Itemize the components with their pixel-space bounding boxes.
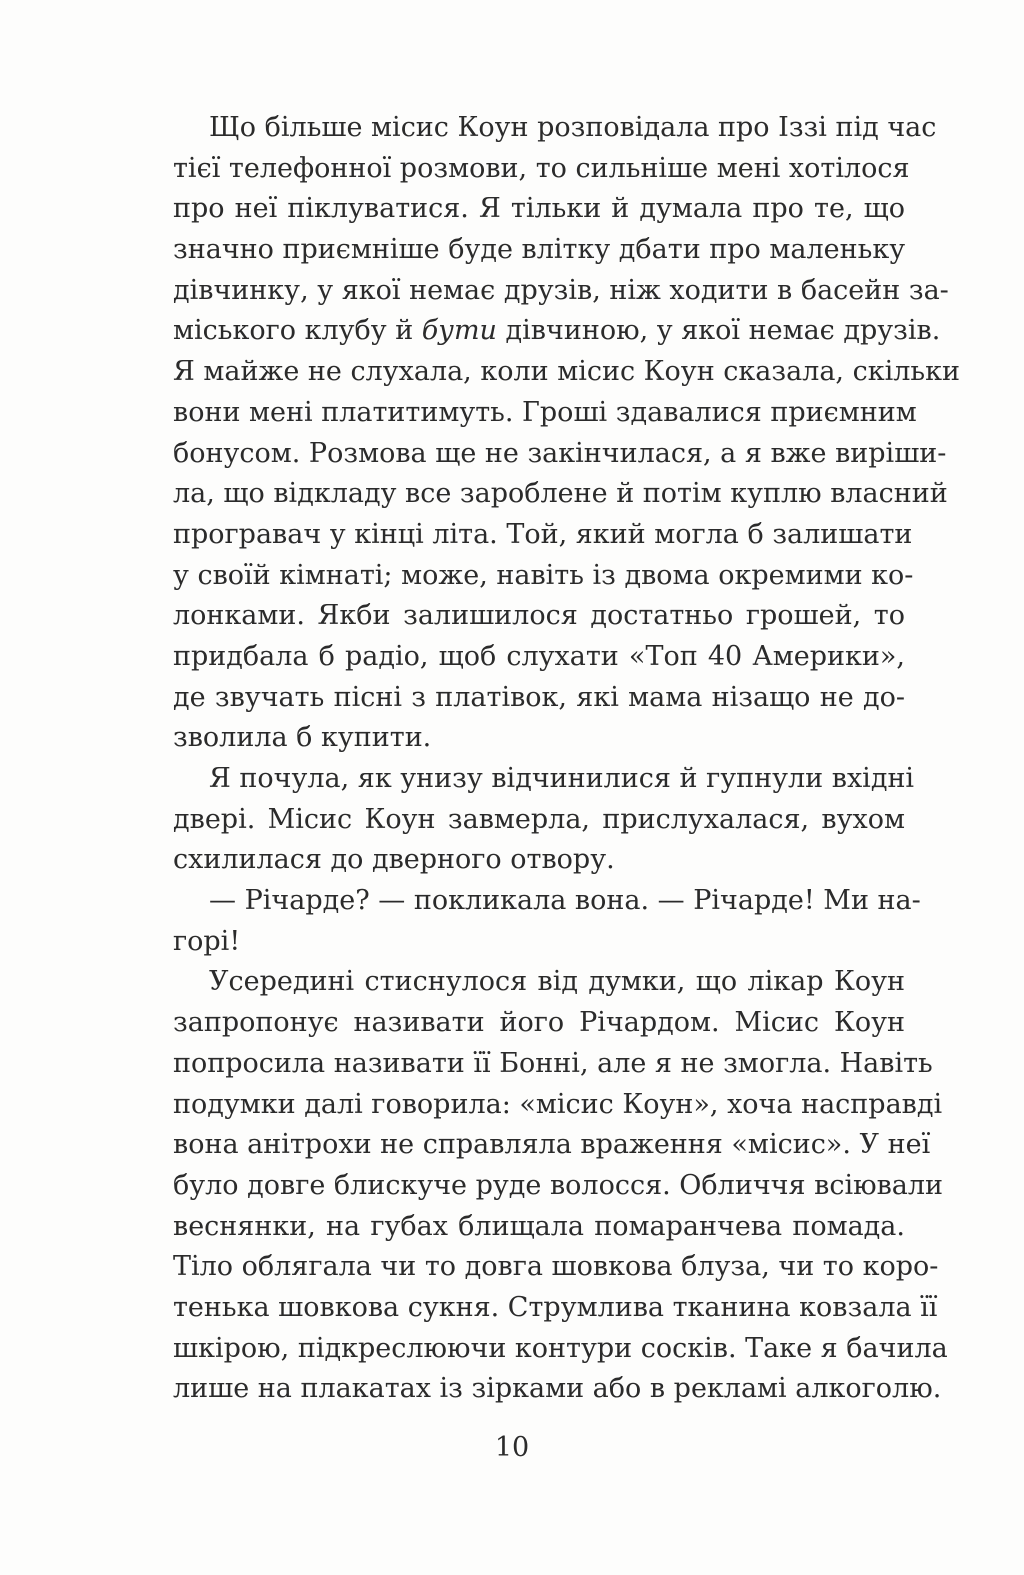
- text-line: вони мені платитимуть. Гроші здавалися приємним: [173, 396, 917, 428]
- text-line: тенька шовкова сукня. Струмлива тканина ковзала її: [173, 1291, 938, 1323]
- text-line: запропонує називати його Річардом. Місис Коун: [173, 1007, 905, 1039]
- text-line: бонусом. Розмова ще не закінчилася, а я вже виріши-: [173, 437, 947, 469]
- text-line: було довге блискуче руде волосся. Обличчя всіювали: [173, 1169, 944, 1201]
- text-line: шкірою, підкреслюючи контури сосків. Таке я бачила: [173, 1332, 948, 1364]
- text-line: Усередині стиснулося від думки, що лікар Коун: [209, 966, 905, 998]
- text-line: зволила б купити.: [173, 722, 432, 754]
- text-line: лонками. Якби залишилося достатньо грошей, то: [173, 600, 905, 632]
- text-line: Що більше місис Коун розповідала про Іззі під час: [209, 112, 937, 143]
- text-line: у своїй кімнаті; може, навіть із двома окремими ко-: [173, 559, 914, 591]
- text-line: програвач у кінці літа. Той, який могла б залишати: [173, 518, 913, 550]
- text-line: Тіло облягала чи то довга шовкова блуза, чи то коро-: [173, 1251, 939, 1283]
- text-line: значно приємніше буде влітку дбати про маленьку: [173, 234, 906, 266]
- text-line: тієї телефонної розмови, то сильніше мені хотілося: [173, 152, 910, 184]
- text-line: веснянки, на губах блищала помаранчева помада.: [173, 1210, 905, 1242]
- text-line: лише на плакатах із зірками або в рекламі алкоголю.: [173, 1373, 942, 1405]
- text-line: попросила називати її Бонні, але я не змогла. Навіть: [173, 1047, 933, 1079]
- text-line: Я майже не слухала, коли місис Коун сказала, скільки: [173, 356, 960, 388]
- text-line: подумки далі говорила: «місис Коун», хоча насправді: [173, 1088, 943, 1120]
- text-line: де звучать пісні з платівок, які мама нізащо не до-: [173, 681, 905, 713]
- text-line: Я почула, як унизу відчинилися й гупнули вхідні: [209, 763, 915, 794]
- text-line: двері. Місис Коун завмерла, прислухалася, вухом: [173, 803, 905, 835]
- dialogue-line: — Річарде? — покликала вона. — Річарде! Ми на-: [209, 885, 921, 917]
- text-line: схилилася до дверного отвору.: [173, 844, 615, 876]
- text-line-with-italic: міського клубу й бути дівчиною, у якої немає друзів.: [173, 315, 941, 347]
- italic-emphasis: бути: [421, 315, 497, 347]
- text-line: про неї піклуватися. Я тільки й думала про те, що: [173, 193, 905, 225]
- text-line: горі!: [173, 925, 241, 957]
- text-line: ла, що відкладу все зароблене й потім куплю власний: [173, 478, 948, 510]
- body-text: [173, 108, 960, 1410]
- text-line: вона анітрохи не справляла враження «місис». У неї: [173, 1129, 931, 1161]
- text-line: дівчинку, у якої немає друзів, ніж ходити в басейн за-: [173, 274, 949, 306]
- page-number: 10: [494, 1432, 530, 1463]
- text-line: придбала б радіо, щоб слухати «Топ 40 Америки»,: [173, 640, 905, 672]
